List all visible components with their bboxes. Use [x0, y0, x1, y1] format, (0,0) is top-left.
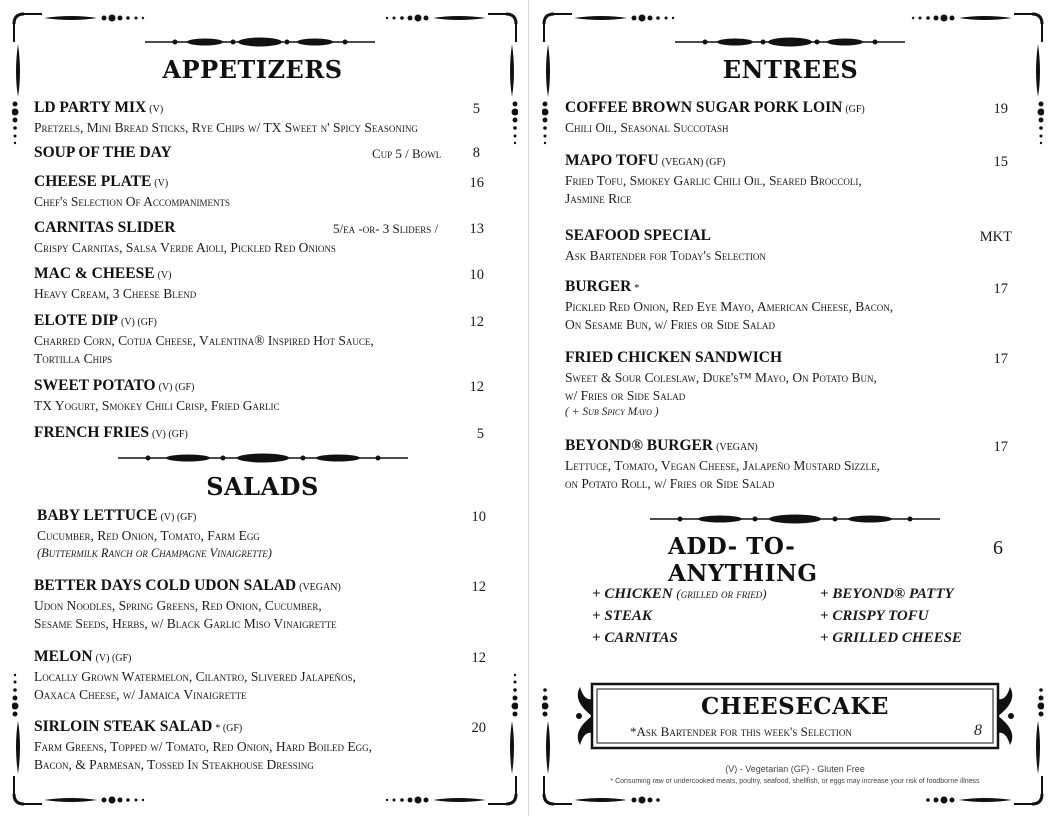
menu-item-pork-loin	[565, 99, 865, 137]
menu-item-elote-dip	[34, 312, 374, 368]
menu-item-beyond-burger	[565, 437, 880, 493]
item-name: SEAFOOD SPECIAL	[565, 227, 711, 244]
item-name: ELOTE DIP	[34, 312, 118, 329]
menu-item-sweet-potato	[34, 377, 279, 415]
item-description: Crispy Carnitas, Salsa Verde Aioli, Pickled Red Onions	[34, 240, 336, 255]
addon-label: STEAK	[604, 608, 652, 624]
addon-steak: + STEAK	[592, 608, 652, 624]
item-tags: (VEGAN)	[299, 582, 341, 593]
item-description: Heavy Cream, 3 Cheese Blend	[34, 286, 197, 301]
menu-item-soup-of-the-day	[34, 144, 172, 162]
item-price: 17	[993, 351, 1008, 367]
item-description-line-2: Oaxaca Cheese, w/ Jamaica Vinaigrette	[34, 687, 247, 702]
corner-ornament-bottom-right	[358, 656, 518, 806]
item-name: COFFEE BROWN SUGAR PORK LOIN	[565, 99, 843, 116]
item-description: Udon Noodles, Spring Greens, Red Onion, Cucumber,	[34, 598, 322, 613]
addon-chicken: + CHICKEN (grilled or fried)	[592, 586, 767, 602]
menu-item-fried-chicken-sandwich	[565, 349, 877, 418]
item-options: 5/ea -or- 3 Sliders /	[333, 221, 439, 236]
item-description: Sweet & Sour Coleslaw, Duke's™ Mayo, On Potato Bun,	[565, 370, 877, 385]
item-price: 16	[469, 175, 484, 191]
menu-item-melon	[34, 648, 356, 704]
item-description: Ask Bartender for Today's Selection	[565, 248, 766, 263]
item-description: Charred Corn, Cotija Cheese, Valentina® Inspired Hot Sauce,	[34, 333, 374, 348]
item-options: Cup 5 / Bowl	[372, 146, 442, 161]
item-price: 20	[471, 720, 486, 736]
item-description: TX Yogurt, Smokey Chili Crisp, Fried Garlic	[34, 398, 280, 413]
item-name: BURGER	[565, 278, 632, 295]
addon-label: BEYOND® PATTY	[832, 586, 954, 602]
item-price: 10	[471, 509, 486, 525]
corner-ornament-top-right-2	[884, 12, 1044, 172]
item-description-line-2: w/ Fries or Side Salad	[565, 388, 686, 403]
item-price: 8	[472, 145, 480, 161]
item-name: CARNITAS SLIDER	[34, 219, 176, 236]
menu-item-sirloin-steak-salad	[34, 718, 372, 774]
divider-flourish-salads	[118, 452, 408, 464]
item-name: SOUP OF THE DAY	[34, 144, 172, 161]
item-name: MAPO TOFU	[565, 152, 659, 169]
item-name: BABY LETTUCE	[37, 507, 158, 524]
menu-item-udon-salad	[34, 577, 341, 633]
menu-item-mac-cheese	[34, 265, 196, 303]
diet-legend: (V) - Vegetarian (GF) - Gluten Free	[725, 764, 865, 774]
item-description-line-2: Jasmine Rice	[565, 191, 632, 206]
item-tags: (V) (GF)	[158, 382, 195, 393]
item-name: MELON	[34, 648, 93, 665]
menu-item-ld-party-mix	[34, 99, 418, 137]
item-name: BETTER DAYS COLD UDON SALAD	[34, 577, 297, 594]
item-price: 13	[469, 221, 484, 237]
item-tags: (V)	[149, 104, 164, 115]
item-description: Cucumber, Red Onion, Tomato, Farm Egg	[37, 528, 260, 543]
addon-label: CHICKEN	[604, 586, 673, 602]
item-description-line-2: Sesame Seeds, Herbs, w/ Black Garlic Miso Vinaigrette	[34, 616, 337, 631]
addon-grilled-cheese: + GRILLED CHEESE	[820, 630, 962, 646]
item-description: Farm Greens, Topped w/ Tomato, Red Onion, Hard Boiled Egg,	[34, 739, 372, 754]
item-tags: (VEGAN) (GF)	[661, 157, 726, 168]
addon-label: CARNITAS	[604, 630, 678, 646]
addon-sub: (grilled or fried)	[676, 586, 767, 601]
item-name: BEYOND® BURGER	[565, 437, 714, 454]
item-description: Pretzels, Mini Bread Sticks, Rye Chips w/ TX Sweet n' Spicy Seasoning	[34, 120, 418, 135]
addon-label: CRISPY TOFU	[832, 608, 929, 624]
item-price: 15	[993, 154, 1008, 170]
item-name: CHEESE PLATE	[34, 173, 152, 190]
menu-item-seafood-special	[565, 227, 766, 265]
menu-item-mapo-tofu	[565, 152, 862, 208]
addon-label: GRILLED CHEESE	[832, 630, 962, 646]
salads-title: SALADS	[206, 472, 319, 501]
item-price: 17	[993, 281, 1008, 297]
menu-item-baby-lettuce	[37, 507, 272, 561]
item-price: 12	[471, 650, 486, 666]
item-price: 12	[469, 379, 484, 395]
addons-title: ADD- TO- ANYTHING	[668, 533, 818, 587]
item-tags: * (GF)	[215, 723, 243, 734]
item-price: 12	[469, 314, 484, 330]
item-price: 19	[993, 101, 1008, 117]
item-tags: (V)	[154, 178, 169, 189]
item-price: 5	[476, 426, 484, 442]
menu-item-cheese-plate	[34, 173, 230, 211]
addon-carnitas: + CARNITAS	[592, 630, 678, 646]
raw-food-warning: * Consuming raw or undercooked meats, poultry, seafood, shellfish, or eggs may increase your risk of foodborne illness	[610, 778, 980, 785]
divider-flourish-appetizers	[145, 36, 375, 48]
item-price: 17	[993, 439, 1008, 455]
item-description: Locally Grown Watermelon, Cilantro, Slivered Jalapeños,	[34, 669, 356, 684]
item-name: SWEET POTATO	[34, 377, 156, 394]
menu-item-burger	[565, 278, 893, 334]
item-description-line-2: Tortilla Chips	[34, 351, 113, 366]
item-tags: (VEGAN)	[716, 442, 758, 453]
item-tags: (V) (GF)	[95, 653, 132, 664]
item-tags: (V) (GF)	[160, 512, 197, 523]
item-name: LD PARTY MIX	[34, 99, 147, 116]
addons-price: 6	[993, 537, 1003, 559]
cheesecake-description: *Ask Bartender for this week's Selection	[630, 724, 852, 739]
item-tags: (V) (GF)	[151, 429, 188, 440]
addon-beyond-patty: + BEYOND® PATTY	[820, 586, 954, 602]
item-description: Chili Oil, Seasonal Succotash	[565, 120, 729, 135]
item-name: FRENCH FRIES	[34, 424, 149, 441]
item-price: MKT	[979, 229, 1012, 245]
item-note: (Buttermilk Ranch or Champagne Vinaigrette)	[37, 546, 272, 560]
item-price: 10	[469, 267, 484, 283]
item-description-line-2: Bacon, & Parmesan, Tossed In Steakhouse Dressing	[34, 757, 314, 772]
divider-flourish-entrees	[675, 36, 905, 48]
menu-item-french-fries	[34, 424, 188, 442]
item-tags: *	[634, 283, 640, 294]
item-description-line-2: on Potato Roll, w/ Fries or Side Salad	[565, 476, 775, 491]
addon-crispy-tofu: + CRISPY TOFU	[820, 608, 929, 624]
item-tags: (V) (GF)	[120, 317, 157, 328]
entrees-title: ENTREES	[722, 55, 859, 84]
appetizers-title: APPETIZERS	[162, 55, 343, 84]
item-name: MAC & CHEESE	[34, 265, 155, 282]
cheesecake-panel	[570, 681, 1020, 751]
menu-item-carnitas-slider	[34, 219, 336, 257]
item-price: 12	[471, 579, 486, 595]
item-price: 5	[472, 101, 480, 117]
page-fold	[528, 0, 529, 816]
item-description: Chef's Selection Of Accompaniments	[34, 194, 231, 209]
cheesecake-title: CHEESECAKE	[701, 693, 889, 720]
item-name: FRIED CHICKEN SANDWICH	[565, 349, 783, 366]
item-description: Lettuce, Tomato, Vegan Cheese, Jalapeño Mustard Sizzle,	[565, 458, 880, 473]
cheesecake-price: 8	[974, 722, 982, 739]
item-tags: (GF)	[845, 104, 865, 115]
item-note: ( + Sub Spicy Mayo )	[565, 406, 659, 418]
item-description: Fried Tofu, Smokey Garlic Chili Oil, Seared Broccoli,	[565, 173, 862, 188]
item-description: Pickled Red Onion, Red Eye Mayo, American Cheese, Bacon,	[565, 299, 894, 314]
item-name: SIRLOIN STEAK SALAD	[34, 718, 213, 735]
item-description-line-2: On Sesame Bun, w/ Fries or Side Salad	[565, 317, 776, 332]
item-tags: (V)	[157, 270, 172, 281]
divider-flourish-addons	[650, 513, 940, 525]
